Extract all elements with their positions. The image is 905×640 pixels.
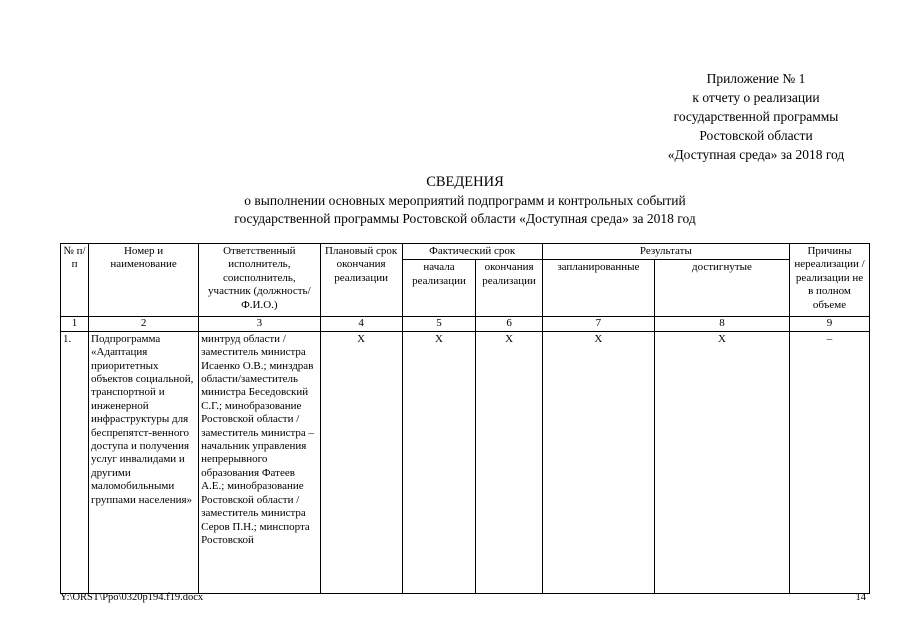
column-number: 5 [402, 317, 476, 331]
header-actual-term: Фактический срок [402, 244, 542, 260]
footer-file-path: Y:\ORST\Ppo\0320p194.f19.docx [60, 592, 204, 603]
column-number: 2 [89, 317, 199, 331]
header-responsible: Ответственный исполнитель, соисполнитель, участник (должность/ Ф.И.О.) [199, 244, 321, 317]
column-number: 1 [61, 317, 89, 331]
header-results-planned: запланированные [542, 260, 654, 317]
table-row [61, 331, 870, 593]
row-results-planned: Х [542, 331, 654, 593]
title-main: СВЕДЕНИЯ [426, 174, 504, 190]
header-results: Результаты [542, 244, 789, 260]
appendix-line: к отчету о реализации [692, 90, 820, 105]
column-number: 6 [476, 317, 542, 331]
header-results-achieved: достигнутые [654, 260, 789, 317]
row-reasons: – [789, 331, 869, 593]
column-number-row [61, 317, 870, 331]
header-num: № п/п [61, 244, 89, 317]
row-planned-end: Х [320, 331, 402, 593]
header-name: Номер и наименование [89, 244, 199, 317]
title-subtitle: государственной программы Ростовской области «Доступная среда» за 2018 год [234, 211, 696, 226]
appendix-line: «Доступная среда» за 2018 год [667, 147, 845, 162]
appendix-line: государственной программы [673, 109, 839, 124]
page-number: 14 [855, 592, 866, 603]
row-actual-start: Х [402, 331, 476, 593]
row-actual-end: Х [476, 331, 542, 593]
row-num: 1. [61, 331, 89, 593]
column-number: 4 [320, 317, 402, 331]
header-planned-end: Плановый срок окончания реализации [320, 244, 402, 317]
row-responsible: минтруд области / заместитель министра Исаенко О.В.; минздрав области/заместитель министра Беседовский С.Г.; минобразование Ростовской области / заместитель министра – начальник управления непрерывного образования Фатеев А.Е.; минобразование Ростовской области / заместитель министра Серов П.Н.; минспорта Ростовской [199, 331, 321, 593]
appendix-line: Приложение № 1 [706, 71, 806, 86]
column-number: 3 [199, 317, 321, 331]
row-results-achieved: Х [654, 331, 789, 593]
header-reasons: Причины нереализации / реализации не в полном объеме [789, 244, 869, 317]
header-actual-end: окончания реализации [476, 260, 542, 317]
title-subtitle: о выполнении основных мероприятий подпрограмм и контрольных событий [244, 192, 686, 208]
document-title [130, 173, 800, 229]
column-number: 7 [542, 317, 654, 331]
row-name: Подпрограмма «Адаптация приоритетных объектов социальной, транспортной и инженерной инфраструктуры для беспрепятст-венного доступа и получения услуг инвалидами и другими маломобильными группами населения» [89, 331, 199, 593]
appendix-line: Ростовской области [699, 128, 813, 143]
appendix-block [600, 69, 905, 164]
header-actual-start: начала реализации [402, 260, 476, 317]
header-row [61, 244, 870, 260]
events-table [60, 243, 870, 594]
column-number: 9 [789, 317, 869, 331]
column-number: 8 [654, 317, 789, 331]
